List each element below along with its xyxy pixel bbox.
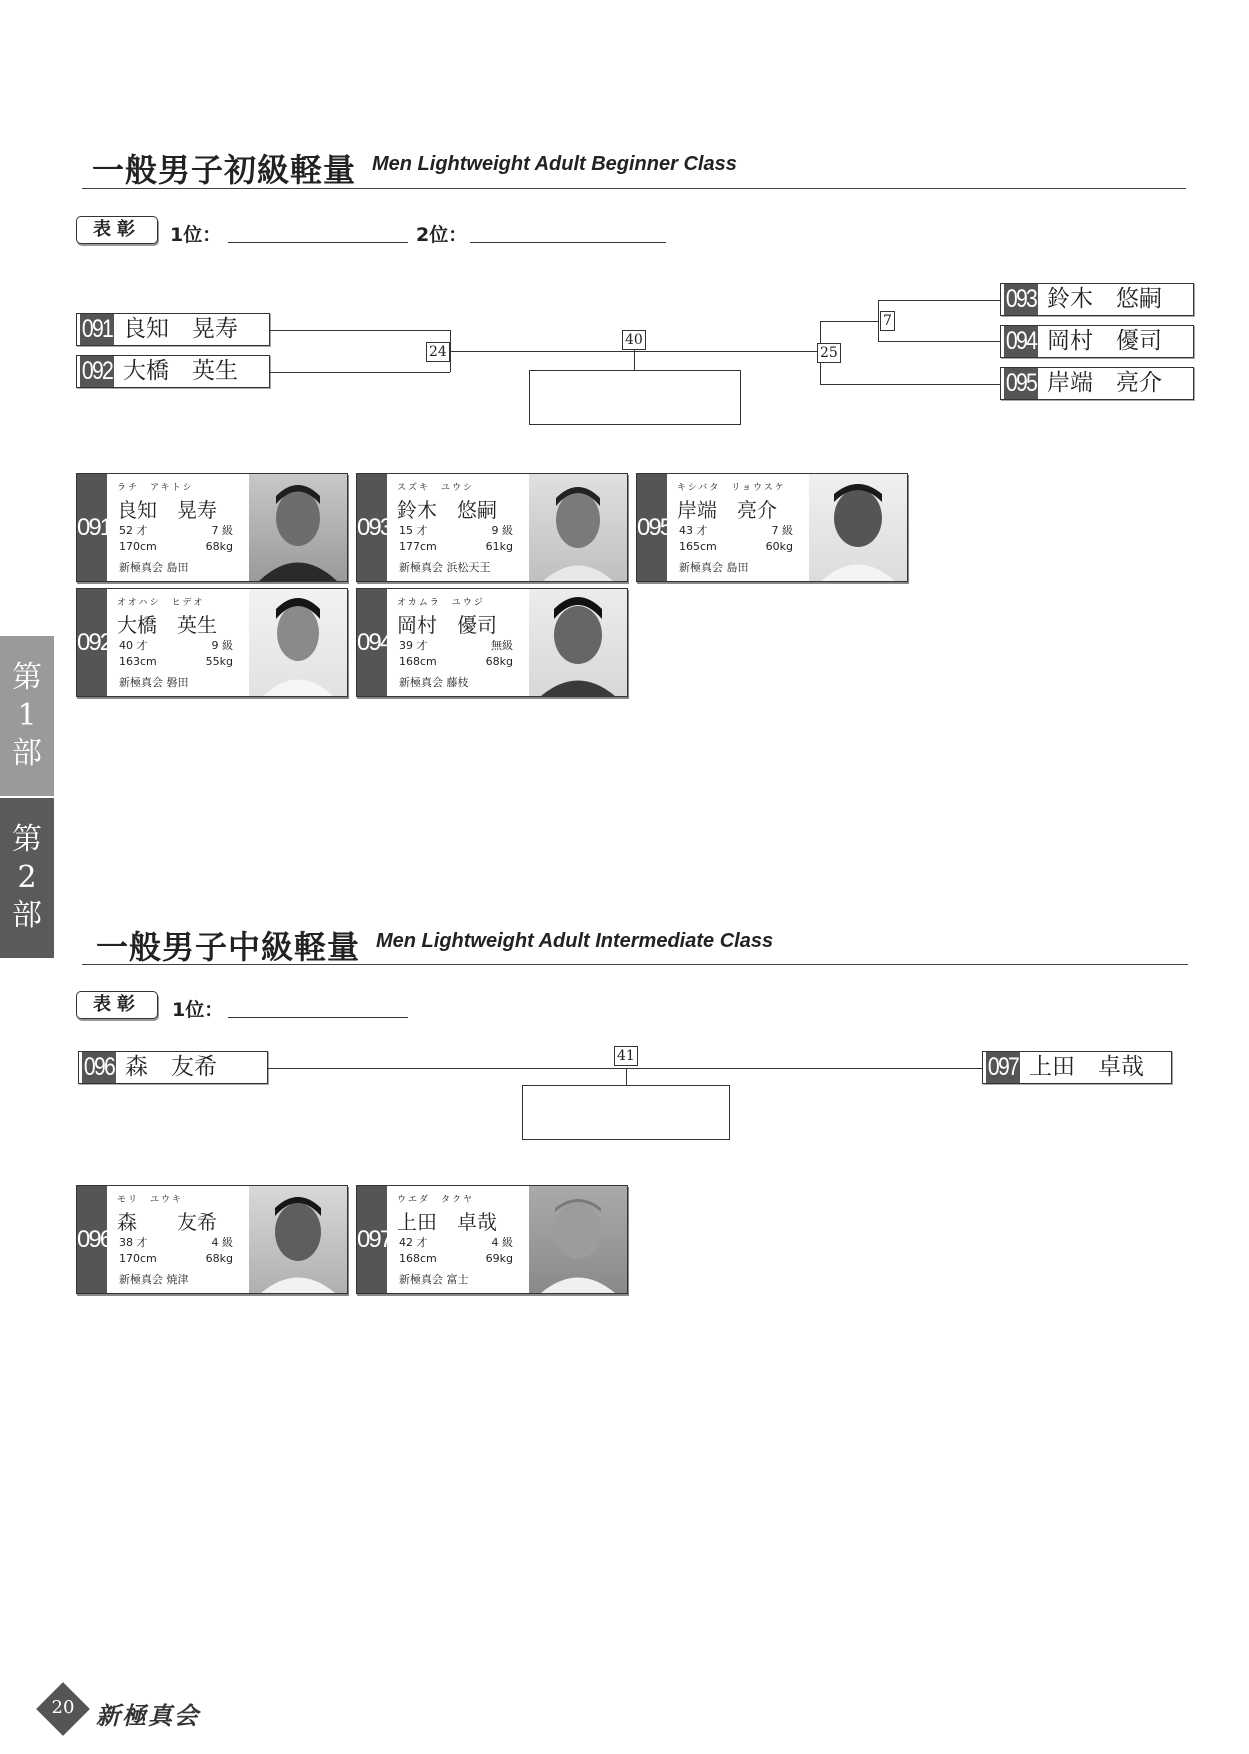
side-tab-text: 第	[12, 660, 42, 695]
match-number: 25	[817, 343, 841, 363]
player-dojo: 新極真会 島田	[119, 561, 189, 574]
player-dojo: 新極真会 焼津	[119, 1273, 189, 1286]
section1-subtitle: Men Lightweight Adult Beginner Class	[372, 153, 737, 175]
player-card	[76, 1185, 348, 1294]
entry-number: 092	[81, 357, 113, 385]
player-dojo: 新極真会 富士	[399, 1273, 469, 1286]
match-number: 40	[622, 330, 646, 350]
player-name: 大橋 英生	[117, 613, 217, 637]
bracket-line	[450, 351, 820, 352]
player-weight: 55kg	[205, 655, 233, 668]
name-kana: モリ ユウキ	[117, 1195, 184, 1205]
side-tab-part2	[0, 798, 54, 958]
player-name: 鈴木 悠嗣	[397, 498, 497, 522]
player-rank: 7 級	[771, 524, 793, 537]
section1-rule	[82, 188, 1186, 189]
entry-name: 鈴木 悠嗣	[1047, 286, 1162, 312]
section2-title: 一般男子中級軽量	[96, 928, 361, 966]
person-photo-icon	[529, 589, 627, 696]
player-height: 163cm	[119, 655, 157, 668]
card-number: 094	[357, 589, 387, 696]
entry-number: 094	[1005, 327, 1037, 355]
player-age: 38 才	[119, 1236, 148, 1249]
player-card	[356, 1185, 628, 1294]
winner-box	[522, 1085, 730, 1140]
first-place-blank	[228, 1017, 408, 1018]
first-place-label: 1位：	[172, 999, 224, 1021]
first-place-blank	[228, 242, 408, 243]
entry-name: 上田 卓哉	[1029, 1054, 1144, 1080]
name-kana: キシバタ リョウスケ	[677, 483, 786, 493]
player-height: 165cm	[679, 540, 717, 553]
name-kana: ウエダ タクヤ	[397, 1195, 475, 1205]
player-height: 168cm	[399, 1252, 437, 1265]
name-kana: オカムラ ユウジ	[397, 598, 485, 608]
side-tab-part1	[0, 636, 54, 796]
bracket-entry	[76, 313, 270, 346]
player-age: 15 才	[399, 524, 428, 537]
player-age: 42 才	[399, 1236, 428, 1249]
match-number: 41	[614, 1046, 638, 1066]
second-place-blank	[470, 242, 666, 243]
player-dojo: 新極真会 浜松天王	[399, 561, 491, 574]
entry-name: 大橋 英生	[123, 358, 238, 384]
entry-name: 岡村 優司	[1047, 328, 1162, 354]
bracket-line	[270, 330, 450, 331]
person-photo-icon	[529, 1186, 627, 1293]
player-rank: 9 級	[491, 524, 513, 537]
name-kana: オオハシ ヒデオ	[117, 598, 205, 608]
card-number: 091	[77, 474, 107, 581]
entry-name: 岸端 亮介	[1047, 370, 1162, 396]
page-number: 20	[51, 1697, 75, 1718]
player-name: 岡村 優司	[397, 613, 497, 637]
person-photo-icon	[249, 589, 347, 696]
player-age: 40 才	[119, 639, 148, 652]
section2-subtitle: Men Lightweight Adult Intermediate Class	[376, 930, 774, 952]
bracket-entry	[1000, 367, 1194, 400]
footer-logo: 新極真会	[96, 1701, 200, 1730]
entry-number: 095	[1005, 369, 1037, 397]
player-weight: 68kg	[485, 655, 513, 668]
person-photo-icon	[809, 474, 907, 581]
player-rank: 7 級	[211, 524, 233, 537]
section2-rule	[82, 964, 1188, 965]
second-place-label: 2位：	[416, 224, 468, 246]
player-name: 上田 卓哉	[397, 1210, 497, 1234]
player-name: 岸端 亮介	[677, 498, 777, 522]
entry-name: 良知 晃寿	[123, 316, 238, 342]
bracket-line	[878, 300, 879, 341]
player-card	[356, 588, 628, 697]
bracket-line	[820, 384, 1000, 385]
award-badge: 表彰	[76, 991, 158, 1019]
player-rank: 無級	[491, 639, 513, 652]
entry-number: 097	[987, 1053, 1019, 1081]
player-height: 168cm	[399, 655, 437, 668]
card-number: 093	[357, 474, 387, 581]
player-rank: 9 級	[211, 639, 233, 652]
player-rank: 4 級	[491, 1236, 513, 1249]
entry-number: 096	[83, 1053, 115, 1081]
side-tab-text: 2	[17, 860, 37, 895]
entry-number: 091	[81, 315, 113, 343]
player-card	[636, 473, 908, 582]
bracket-line	[268, 1068, 982, 1069]
player-height: 170cm	[119, 1252, 157, 1265]
player-dojo: 新極真会 藤枝	[399, 676, 469, 689]
first-place-label: 1位：	[170, 224, 222, 246]
side-tab-text: 部	[12, 736, 42, 771]
player-weight: 60kg	[765, 540, 793, 553]
entry-number: 093	[1005, 285, 1037, 313]
card-number: 092	[77, 589, 107, 696]
player-dojo: 新極真会 島田	[679, 561, 749, 574]
player-card	[356, 473, 628, 582]
award-badge: 表彰	[76, 216, 158, 244]
bracket-entry	[1000, 283, 1194, 316]
player-weight: 69kg	[485, 1252, 513, 1265]
player-dojo: 新極真会 磐田	[119, 676, 189, 689]
match-number: 7	[880, 311, 895, 331]
side-tab-text: 部	[12, 898, 42, 933]
bracket-entry	[1000, 325, 1194, 358]
bracket-line	[634, 350, 635, 370]
player-card	[76, 588, 348, 697]
card-number: 096	[77, 1186, 107, 1293]
card-number: 095	[637, 474, 667, 581]
player-weight: 68kg	[205, 1252, 233, 1265]
section1-title: 一般男子初級軽量	[92, 151, 357, 189]
entry-name: 森 友希	[125, 1054, 217, 1080]
bracket-line	[820, 321, 878, 322]
match-number: 24	[426, 342, 450, 362]
player-name: 森 友希	[117, 1210, 217, 1234]
name-kana: スズキ ユウシ	[397, 483, 475, 493]
bracket-entry	[982, 1051, 1172, 1084]
player-height: 177cm	[399, 540, 437, 553]
player-rank: 4 級	[211, 1236, 233, 1249]
card-number: 097	[357, 1186, 387, 1293]
bracket-line	[270, 372, 450, 373]
person-photo-icon	[529, 474, 627, 581]
bracket-line	[878, 300, 1000, 301]
bracket-entry	[78, 1051, 268, 1084]
player-height: 170cm	[119, 540, 157, 553]
player-weight: 68kg	[205, 540, 233, 553]
player-weight: 61kg	[485, 540, 513, 553]
bracket-line	[878, 341, 1000, 342]
player-age: 43 才	[679, 524, 708, 537]
player-name: 良知 晃寿	[117, 498, 217, 522]
name-kana: ラチ アキトシ	[117, 483, 194, 493]
side-tab-text: 1	[17, 698, 37, 733]
side-tab-text: 第	[12, 822, 42, 857]
person-photo-icon	[249, 1186, 347, 1293]
person-photo-icon	[249, 474, 347, 581]
player-age: 39 才	[399, 639, 428, 652]
bracket-entry	[76, 355, 270, 388]
player-age: 52 才	[119, 524, 148, 537]
bracket-line	[626, 1068, 627, 1085]
player-card	[76, 473, 348, 582]
winner-box	[529, 370, 741, 425]
